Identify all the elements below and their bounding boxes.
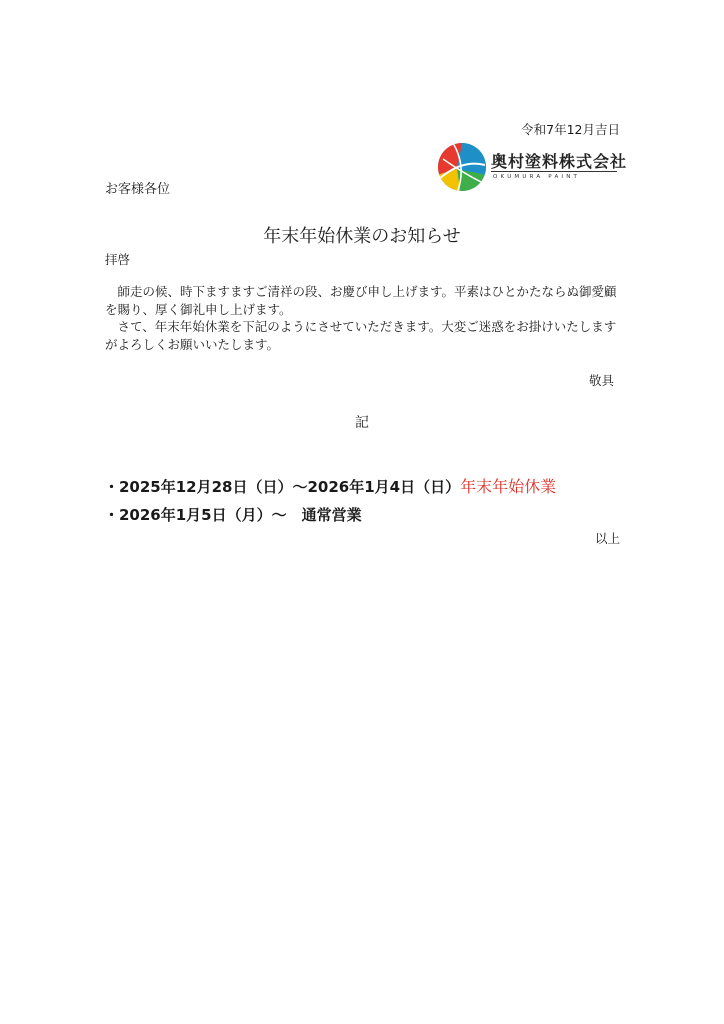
logo-company-name: 奥村塗料株式会社 [491, 152, 628, 171]
schedule-dates: ・2025年12月28日（日）〜2026年1月4日（日） [104, 478, 461, 496]
schedule-item-holiday [104, 474, 556, 497]
logo-romanized-name: OKUMURA PAINT [493, 174, 581, 180]
closing-word: 敬具 [588, 373, 614, 388]
schedule-label-holiday: 年末年始休業 [460, 477, 557, 496]
issue-date: 令和7年12月吉日 [521, 122, 620, 137]
logo-divider [491, 171, 617, 172]
end-mark: 以上 [594, 531, 620, 546]
notice-title: 年末年始休業のお知らせ [263, 226, 461, 247]
schedule-dates: ・2026年1月5日（月）〜 通常営業 [104, 506, 362, 524]
ki-heading: 記 [355, 415, 369, 431]
body-text [105, 283, 627, 353]
schedule-item-resume [104, 504, 362, 525]
greeting: 拝啓 [105, 252, 131, 267]
company-logo [437, 139, 628, 195]
addressee: お客様各位 [105, 182, 171, 197]
body-paragraph: さて、年末年始休業を下記のようにさせていただきます。大変ご迷惑をお掛けいたしますがよろしくお願いいたします。 [105, 319, 617, 352]
body-paragraph: 師走の候、時下ますますご清祥の段、お慶び申し上げます。平素はひとかたならぬ御愛顧を賜り、厚く御礼申し上げます。 [105, 284, 617, 317]
logo-globe-icon [437, 139, 487, 195]
